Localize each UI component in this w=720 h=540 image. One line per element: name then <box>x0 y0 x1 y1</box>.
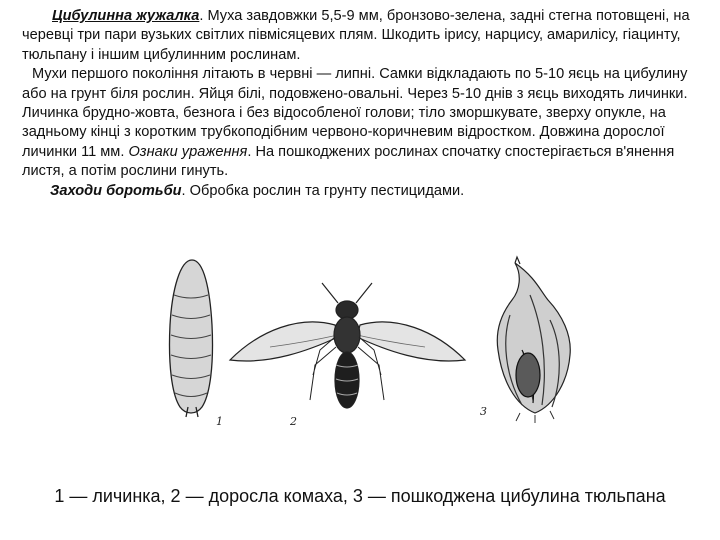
damage-signs-label: Ознаки ураження <box>128 143 248 160</box>
damage-signs-text: . На пошкоджених рослинах спочатку спостерігається в'янення листя, а потім рослини гинуть. <box>22 143 675 180</box>
lifecycle-text: Мухи першого покоління літають в червні — липні. Самки відкладають по 5-10 яєць на цибулину або на грунт біля рослин. Яйця білі, подовжено-овальні. Через 5-10 днів з яєць виходять личинки. Личинка брудно-жовта, безнога і без відособленої голови; тіло зморшкувате, зверху опукле, на задньому кінці з коротким трубкоподібним червоно-коричневим відростком. Довжина дорослої личинки 11 мм. <box>22 66 688 160</box>
description-text: . Муха завдовжки 5,5-9 мм, бронзово-зелена, задні стегна потовщені, на черевці три пари вузьких світлих півмісяцевих плям. Шкодить ірису, нарцису, амарилісу, гіацинту, тюльпану і іншим цибулинним рослинам. <box>22 8 690 63</box>
pest-title: Цибулинна жужалка <box>52 8 200 24</box>
figure-label-3: 3 <box>480 405 487 418</box>
article-text <box>22 7 702 201</box>
insect-illustration <box>150 255 590 435</box>
control-measures-text: . Обробка рослин та грунту пестицидами. <box>181 182 465 199</box>
damaged-bulb-drawing <box>497 257 570 423</box>
figure-label-1: 1 <box>216 415 223 428</box>
figure-caption: 1 — личинка, 2 — доросла комаха, 3 — пошкоджена цибулина тюльпана <box>54 486 666 506</box>
paragraph-control <box>22 182 702 201</box>
adult-fly-drawing <box>230 283 465 408</box>
control-measures-label: Заходи боротьби <box>50 182 182 199</box>
larva-drawing <box>169 260 212 417</box>
paragraph-description <box>22 7 702 65</box>
paragraph-lifecycle <box>22 65 702 181</box>
figure-label-2: 2 <box>290 415 297 428</box>
